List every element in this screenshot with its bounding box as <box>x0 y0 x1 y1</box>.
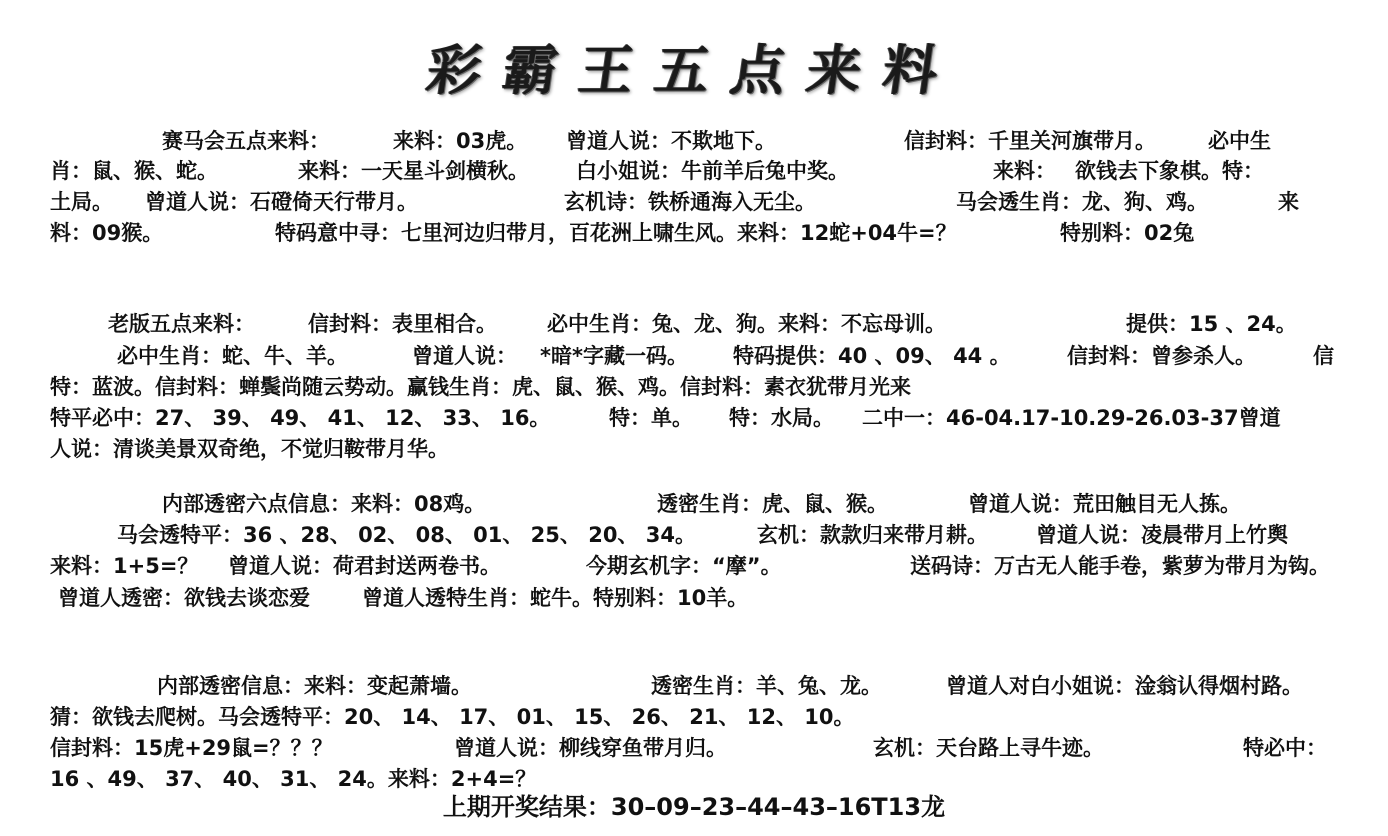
text-segment: 玄机：款款归来带月耕。 <box>757 523 988 547</box>
text-segment: 玄机：天台路上寻牛迹。 <box>873 736 1104 760</box>
text-segment: 马会透生肖：龙、狗、鸡。 <box>956 190 1208 214</box>
text-segment: 人说：清谈美景双奇绝，不觉归鞍带月华。 <box>50 437 449 461</box>
text-segment: 曾道人说： <box>412 344 517 368</box>
text-segment: 来料：一天星斗剑横秋。 <box>298 159 529 183</box>
text-segment: 信封料：15虎+29鼠=？？？ <box>50 736 333 760</box>
text-segment: 曾道人透密：欲钱去谈恋爱 <box>58 586 310 610</box>
text-segment: *暗*字藏一码。 <box>540 344 688 368</box>
text-segment: 特：水局。 <box>729 406 834 430</box>
text-segment: 曾道人对白小姐说：淦翁认得烟村路。 <box>946 674 1303 698</box>
text-segment: 必中生肖：蛇、牛、羊。 <box>117 344 348 368</box>
text-line <box>0 126 1388 156</box>
text-segment: 曾道人说：柳线穿鱼带月归。 <box>454 736 727 760</box>
text-segment: 欲钱去下象棋。特： <box>1075 159 1264 183</box>
text-line <box>0 309 1388 339</box>
text-segment: 来料： <box>993 159 1056 183</box>
text-segment: 来料：1+5=？ <box>50 554 199 578</box>
text-segment: 曾道人说：荒田触目无人拣。 <box>968 492 1241 516</box>
text-segment: 透密生肖：虎、鼠、猴。 <box>657 492 888 516</box>
text-segment: 肖：鼠、猴、蛇。 <box>50 159 218 183</box>
text-segment: 白小姐说：牛前羊后兔中奖。 <box>576 159 849 183</box>
text-segment: 曾道人透特生肖：蛇牛。特别料：10羊。 <box>362 586 749 610</box>
text-segment: 16 、49、 37、 40、 31、 24。来料：2+4=？ <box>50 767 537 791</box>
text-segment: 猜：欲钱去爬树。马会透特平：20、 14、 17、 01、 15、 26、 21、 12、 10。 <box>50 705 855 729</box>
text-line <box>0 671 1388 701</box>
text-line <box>0 583 1388 613</box>
text-line <box>0 520 1388 550</box>
text-segment: 曾道人说：不欺地下。 <box>566 129 776 153</box>
text-segment: 特平必中：27、 39、 49、 41、 12、 33、 16。 <box>50 406 551 430</box>
text-segment: 特必中： <box>1243 736 1327 760</box>
text-line <box>0 403 1388 433</box>
text-line <box>0 551 1388 581</box>
text-line <box>0 733 1388 763</box>
text-line <box>0 702 1388 732</box>
text-segment: 特码意中寻：七里河边归带月，百花洲上啸生风。来料：12蛇+04牛=？ <box>275 221 957 245</box>
text-segment: 信 <box>1313 344 1334 368</box>
text-segment: 透密生肖：羊、兔、龙。 <box>651 674 882 698</box>
text-segment: 必中生肖：兔、龙、狗。来料：不忘母训。 <box>547 312 946 336</box>
text-segment: 来料：03虎。 <box>393 129 528 153</box>
text-line <box>0 187 1388 217</box>
text-segment: 曾道人说：荷君封送两卷书。 <box>228 554 501 578</box>
text-segment: 玄机诗：铁桥通海入无尘。 <box>564 190 816 214</box>
text-line <box>0 372 1388 402</box>
text-segment: 马会透特平：36 、28、 02、 08、 01、 25、 20、 34。 <box>117 523 696 547</box>
text-segment: 今期玄机字：“摩”。 <box>586 554 782 578</box>
text-segment: 曾道人说：凌晨带月上竹舆 <box>1036 523 1288 547</box>
text-segment: 必中生 <box>1208 129 1271 153</box>
text-segment: 老版五点来料： <box>108 312 255 336</box>
last-draw-result: 上期开奖结果：30–09–23–44–43–16T13龙 <box>442 793 946 821</box>
text-line <box>0 341 1388 371</box>
text-segment: 送码诗：万古无人能手卷，紫萝为带月为钩。 <box>910 554 1330 578</box>
text-segment: 曾道人说：石磴倚天行带月。 <box>145 190 418 214</box>
text-segment: 赛马会五点来料： <box>162 129 330 153</box>
text-segment: 信封料：千里关河旗带月。 <box>904 129 1156 153</box>
page-title: 彩霸王五点来料 <box>423 38 965 102</box>
text-segment: 二中一：46-04.17-10.29-26.03-37曾道 <box>862 406 1281 430</box>
text-segment: 内部透密信息：来料：变起萧墙。 <box>157 674 472 698</box>
text-segment: 信封料：曾参杀人。 <box>1067 344 1256 368</box>
text-segment: 内部透密六点信息：来料：08鸡。 <box>162 492 486 516</box>
text-line <box>0 218 1388 248</box>
text-segment: 来 <box>1278 190 1299 214</box>
text-segment: 特：蓝波。信封料：蝉鬓尚随云势动。赢钱生肖：虎、鼠、猴、鸡。信封料：素衣犹带月光来 <box>50 375 911 399</box>
text-segment: 料：09猴。 <box>50 221 164 245</box>
text-line <box>0 156 1388 186</box>
text-line <box>0 489 1388 519</box>
text-segment: 特码提供：40 、09、 44 。 <box>733 344 1011 368</box>
text-segment: 提供：15 、24。 <box>1126 312 1297 336</box>
text-segment: 特别料：02兔 <box>1060 221 1195 245</box>
text-segment: 土局。 <box>50 190 113 214</box>
text-segment: 特：单。 <box>609 406 693 430</box>
text-line <box>0 434 1388 464</box>
text-segment: 信封料：表里相合。 <box>308 312 497 336</box>
